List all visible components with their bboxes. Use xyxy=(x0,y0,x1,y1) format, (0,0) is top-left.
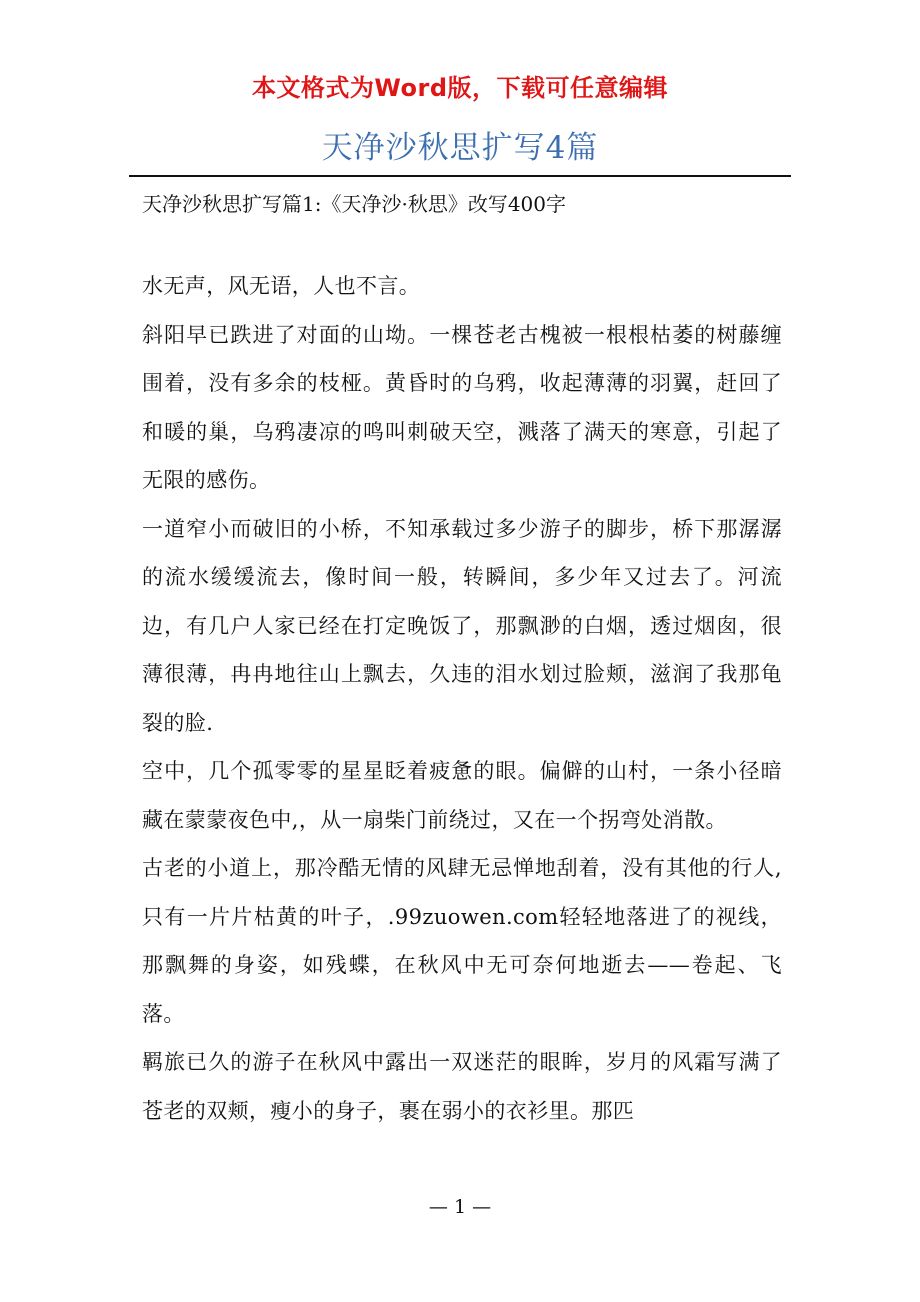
page-number: — 1 — xyxy=(428,1196,492,1218)
paragraph-1: 水无声，风无语，人也不言。 xyxy=(142,274,421,298)
title-divider xyxy=(129,175,791,177)
section-heading: 天净沙秋思扩写篇1:《天净沙·秋思》改写400字 xyxy=(142,192,566,216)
paragraph-6: 羁旅已久的游子在秋风中露出一双迷茫的眼眸，岁月的风霜写满了苍老的双颊，瘦小的身子，裹在弱小的衣衫里。那匹 xyxy=(142,1050,782,1123)
paragraph-2: 斜阳早已跌进了对面的山坳。一棵苍老古槐被一根根枯萎的树藤缠围着，没有多余的枝桠。黄昏时的乌鸦，收起薄薄的羽翼，赶回了和暖的巢，乌鸦凄凉的鸣叫刺破天空，溅落了满天的寒意，引起了无限的感伤。 xyxy=(142,322,782,492)
paragraph-5: 古老的小道上，那冷酷无情的风肆无忌惮地刮着，没有其他的行人,只有一片片枯黄的叶子，.99zuowen.com轻轻地落进了的视线，那飘舞的身姿，如残蝶，在秋风中无可奈何地逝去——卷起、飞落。 xyxy=(142,856,782,1026)
document-title: 天净沙秋思扩写4篇 xyxy=(321,130,599,166)
format-banner: 本文格式为Word版，下载可任意编辑 xyxy=(251,74,669,102)
document-body xyxy=(142,184,782,1135)
paragraph-3: 一道窄小而破旧的小桥，不知承载过多少游子的脚步，桥下那潺潺的流水缓缓流去，像时间一般，转瞬间，多少年又过去了。河流边，有几户人家已经在打定晚饭了，那飘渺的白烟，透过烟囱，很薄很薄，冉冉地往山上飘去，久违的泪水划过脸颊，滋润了我那龟裂的脸. xyxy=(142,516,782,735)
paragraph-4: 空中，几个孤零零的星星眨着疲惫的眼。偏僻的山村，一条小径暗藏在蒙蒙夜色中,，从一扇柴门前绕过，又在一个拐弯处消散。 xyxy=(142,759,782,832)
